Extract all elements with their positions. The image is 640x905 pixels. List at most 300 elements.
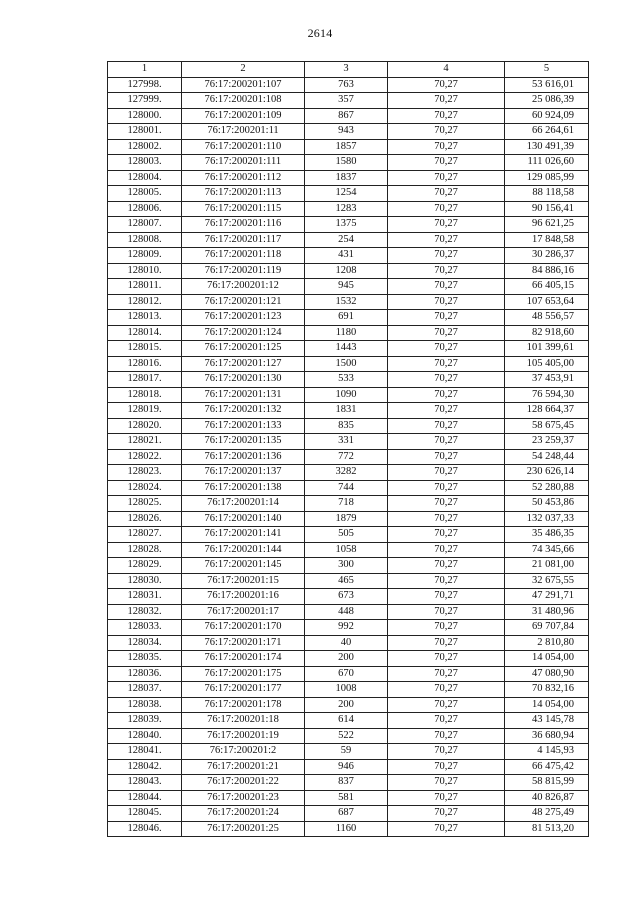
rate-cell: 70,27: [388, 821, 505, 837]
table-row: [108, 310, 589, 326]
table-row: [108, 465, 589, 481]
area-cell: 945: [305, 279, 388, 295]
rate-cell: 70,27: [388, 294, 505, 310]
column-header-4: 4: [388, 62, 505, 78]
row-number-cell: 128031.: [108, 589, 182, 605]
rate-cell: 70,27: [388, 201, 505, 217]
amount-cell: 132 037,33: [505, 511, 589, 527]
table-row: [108, 542, 589, 558]
cadastral-number-cell: 76:17:200201:174: [182, 651, 305, 667]
table-row: [108, 821, 589, 837]
area-cell: 1443: [305, 341, 388, 357]
amount-cell: 60 924,09: [505, 108, 589, 124]
amount-cell: 31 480,96: [505, 604, 589, 620]
row-number-cell: 128045.: [108, 806, 182, 822]
rate-cell: 70,27: [388, 403, 505, 419]
amount-cell: 48 556,57: [505, 310, 589, 326]
row-number-cell: 128028.: [108, 542, 182, 558]
cadastral-number-cell: 76:17:200201:22: [182, 775, 305, 791]
amount-cell: 30 286,37: [505, 248, 589, 264]
amount-cell: 66 264,61: [505, 124, 589, 140]
amount-cell: 88 118,58: [505, 186, 589, 202]
row-number-cell: 128005.: [108, 186, 182, 202]
column-header-3: 3: [305, 62, 388, 78]
area-cell: 718: [305, 496, 388, 512]
row-number-cell: 128010.: [108, 263, 182, 279]
area-cell: 867: [305, 108, 388, 124]
table-row: [108, 651, 589, 667]
cadastral-number-cell: 76:17:200201:12: [182, 279, 305, 295]
rate-cell: 70,27: [388, 542, 505, 558]
amount-cell: 53 616,01: [505, 77, 589, 93]
amount-cell: 107 653,64: [505, 294, 589, 310]
table-row: [108, 170, 589, 186]
table-row: [108, 186, 589, 202]
amount-cell: 84 886,16: [505, 263, 589, 279]
cadastral-number-cell: 76:17:200201:107: [182, 77, 305, 93]
column-header-1: 1: [108, 62, 182, 78]
amount-cell: 14 054,00: [505, 651, 589, 667]
row-number-cell: 128011.: [108, 279, 182, 295]
rate-cell: 70,27: [388, 155, 505, 171]
rate-cell: 70,27: [388, 341, 505, 357]
rate-cell: 70,27: [388, 279, 505, 295]
amount-cell: 70 832,16: [505, 682, 589, 698]
amount-cell: 82 918,60: [505, 325, 589, 341]
header-row: [108, 62, 589, 78]
amount-cell: 58 815,99: [505, 775, 589, 791]
cadastral-number-cell: 76:17:200201:14: [182, 496, 305, 512]
area-cell: 3282: [305, 465, 388, 481]
amount-cell: 230 626,14: [505, 465, 589, 481]
cadastral-number-cell: 76:17:200201:121: [182, 294, 305, 310]
area-cell: 1090: [305, 387, 388, 403]
row-number-cell: 128012.: [108, 294, 182, 310]
cadastral-number-cell: 76:17:200201:109: [182, 108, 305, 124]
table-row: [108, 790, 589, 806]
cadastral-number-cell: 76:17:200201:119: [182, 263, 305, 279]
area-cell: 1008: [305, 682, 388, 698]
area-cell: 1208: [305, 263, 388, 279]
table-row: [108, 387, 589, 403]
cadastral-number-cell: 76:17:200201:115: [182, 201, 305, 217]
row-number-cell: 128040.: [108, 728, 182, 744]
rate-cell: 70,27: [388, 806, 505, 822]
row-number-cell: 128007.: [108, 217, 182, 233]
area-cell: 522: [305, 728, 388, 744]
cadastral-number-cell: 76:17:200201:116: [182, 217, 305, 233]
amount-cell: 96 621,25: [505, 217, 589, 233]
cadastral-number-cell: 76:17:200201:177: [182, 682, 305, 698]
row-number-cell: 128003.: [108, 155, 182, 171]
table-row: [108, 217, 589, 233]
row-number-cell: 128008.: [108, 232, 182, 248]
cadastral-number-cell: 76:17:200201:24: [182, 806, 305, 822]
cadastral-number-cell: 76:17:200201:130: [182, 372, 305, 388]
cadastral-number-cell: 76:17:200201:110: [182, 139, 305, 155]
table-row: [108, 697, 589, 713]
table-row: [108, 728, 589, 744]
table-row: [108, 325, 589, 341]
rate-cell: 70,27: [388, 93, 505, 109]
area-cell: 1254: [305, 186, 388, 202]
amount-cell: 76 594,30: [505, 387, 589, 403]
row-number-cell: 128004.: [108, 170, 182, 186]
table-row: [108, 139, 589, 155]
rate-cell: 70,27: [388, 465, 505, 481]
amount-cell: 52 280,88: [505, 480, 589, 496]
row-number-cell: 128046.: [108, 821, 182, 837]
area-cell: 581: [305, 790, 388, 806]
area-cell: 691: [305, 310, 388, 326]
table-row: [108, 775, 589, 791]
rate-cell: 70,27: [388, 124, 505, 140]
table-row: [108, 496, 589, 512]
amount-cell: 21 081,00: [505, 558, 589, 574]
rate-cell: 70,27: [388, 108, 505, 124]
rate-cell: 70,27: [388, 527, 505, 543]
amount-cell: 50 453,86: [505, 496, 589, 512]
area-cell: 837: [305, 775, 388, 791]
rate-cell: 70,27: [388, 790, 505, 806]
cadastral-number-cell: 76:17:200201:170: [182, 620, 305, 636]
rate-cell: 70,27: [388, 356, 505, 372]
amount-cell: 2 810,80: [505, 635, 589, 651]
amount-cell: 58 675,45: [505, 418, 589, 434]
area-cell: 835: [305, 418, 388, 434]
rate-cell: 70,27: [388, 744, 505, 760]
area-cell: 1500: [305, 356, 388, 372]
row-number-cell: 127998.: [108, 77, 182, 93]
amount-cell: 17 848,58: [505, 232, 589, 248]
rate-cell: 70,27: [388, 372, 505, 388]
area-cell: 505: [305, 527, 388, 543]
row-number-cell: 128023.: [108, 465, 182, 481]
rate-cell: 70,27: [388, 589, 505, 605]
row-number-cell: 128021.: [108, 434, 182, 450]
rate-cell: 70,27: [388, 217, 505, 233]
cadastral-number-cell: 76:17:200201:15: [182, 573, 305, 589]
table-row: [108, 108, 589, 124]
row-number-cell: 128027.: [108, 527, 182, 543]
table-row: [108, 418, 589, 434]
row-number-cell: 128026.: [108, 511, 182, 527]
rate-cell: 70,27: [388, 604, 505, 620]
cadastral-number-cell: 76:17:200201:138: [182, 480, 305, 496]
rate-cell: 70,27: [388, 186, 505, 202]
table-row: [108, 635, 589, 651]
cadastral-number-cell: 76:17:200201:25: [182, 821, 305, 837]
row-number-cell: 128017.: [108, 372, 182, 388]
amount-cell: 48 275,49: [505, 806, 589, 822]
table-row: [108, 201, 589, 217]
table-row: [108, 744, 589, 760]
rate-cell: 70,27: [388, 573, 505, 589]
cadastral-number-cell: 76:17:200201:135: [182, 434, 305, 450]
row-number-cell: 128024.: [108, 480, 182, 496]
area-cell: 1283: [305, 201, 388, 217]
rate-cell: 70,27: [388, 728, 505, 744]
cadastral-number-cell: 76:17:200201:111: [182, 155, 305, 171]
rate-cell: 70,27: [388, 449, 505, 465]
amount-cell: 35 486,35: [505, 527, 589, 543]
cadastral-number-cell: 76:17:200201:108: [182, 93, 305, 109]
row-number-cell: 128038.: [108, 697, 182, 713]
rate-cell: 70,27: [388, 666, 505, 682]
area-cell: 1857: [305, 139, 388, 155]
table-row: [108, 604, 589, 620]
cadastral-number-cell: 76:17:200201:2: [182, 744, 305, 760]
area-cell: 1058: [305, 542, 388, 558]
row-number-cell: 128014.: [108, 325, 182, 341]
table-header: [108, 62, 589, 78]
row-number-cell: 128039.: [108, 713, 182, 729]
rate-cell: 70,27: [388, 77, 505, 93]
amount-cell: 37 453,91: [505, 372, 589, 388]
row-number-cell: 128030.: [108, 573, 182, 589]
cadastral-number-cell: 76:17:200201:178: [182, 697, 305, 713]
rate-cell: 70,27: [388, 263, 505, 279]
rate-cell: 70,27: [388, 232, 505, 248]
table-row: [108, 248, 589, 264]
table-row: [108, 573, 589, 589]
table-row: [108, 77, 589, 93]
amount-cell: 81 513,20: [505, 821, 589, 837]
row-number-cell: 128029.: [108, 558, 182, 574]
cadastral-number-cell: 76:17:200201:11: [182, 124, 305, 140]
table-row: [108, 155, 589, 171]
rate-cell: 70,27: [388, 325, 505, 341]
cadastral-number-cell: 76:17:200201:132: [182, 403, 305, 419]
area-cell: 1879: [305, 511, 388, 527]
table-row: [108, 449, 589, 465]
area-cell: 40: [305, 635, 388, 651]
row-number-cell: 128035.: [108, 651, 182, 667]
table-row: [108, 713, 589, 729]
table-row: [108, 341, 589, 357]
amount-cell: 25 086,39: [505, 93, 589, 109]
table-row: [108, 356, 589, 372]
area-cell: 465: [305, 573, 388, 589]
area-cell: 1831: [305, 403, 388, 419]
row-number-cell: 128025.: [108, 496, 182, 512]
amount-cell: 69 707,84: [505, 620, 589, 636]
rate-cell: 70,27: [388, 170, 505, 186]
amount-cell: 32 675,55: [505, 573, 589, 589]
area-cell: 1837: [305, 170, 388, 186]
area-cell: 1160: [305, 821, 388, 837]
row-number-cell: 128042.: [108, 759, 182, 775]
amount-cell: 43 145,78: [505, 713, 589, 729]
amount-cell: 47 080,90: [505, 666, 589, 682]
area-cell: 1180: [305, 325, 388, 341]
amount-cell: 128 664,37: [505, 403, 589, 419]
area-cell: 431: [305, 248, 388, 264]
row-number-cell: 128018.: [108, 387, 182, 403]
row-number-cell: 128022.: [108, 449, 182, 465]
amount-cell: 111 026,60: [505, 155, 589, 171]
rate-cell: 70,27: [388, 139, 505, 155]
amount-cell: 54 248,44: [505, 449, 589, 465]
area-cell: 772: [305, 449, 388, 465]
cadastral-number-cell: 76:17:200201:144: [182, 542, 305, 558]
table-row: [108, 527, 589, 543]
table-row: [108, 682, 589, 698]
amount-cell: 130 491,39: [505, 139, 589, 155]
amount-cell: 66 475,42: [505, 759, 589, 775]
row-number-cell: 127999.: [108, 93, 182, 109]
amount-cell: 47 291,71: [505, 589, 589, 605]
area-cell: 670: [305, 666, 388, 682]
rate-cell: 70,27: [388, 496, 505, 512]
rate-cell: 70,27: [388, 387, 505, 403]
area-cell: 744: [305, 480, 388, 496]
table-row: [108, 806, 589, 822]
table-row: [108, 434, 589, 450]
area-cell: 673: [305, 589, 388, 605]
cadastral-number-cell: 76:17:200201:125: [182, 341, 305, 357]
cadastral-number-cell: 76:17:200201:131: [182, 387, 305, 403]
data-table: [107, 61, 589, 837]
rate-cell: 70,27: [388, 651, 505, 667]
table-row: [108, 511, 589, 527]
rate-cell: 70,27: [388, 635, 505, 651]
cadastral-number-cell: 76:17:200201:137: [182, 465, 305, 481]
area-cell: 687: [305, 806, 388, 822]
area-cell: 1532: [305, 294, 388, 310]
rate-cell: 70,27: [388, 620, 505, 636]
table-row: [108, 558, 589, 574]
table-row: [108, 263, 589, 279]
row-number-cell: 128001.: [108, 124, 182, 140]
cadastral-number-cell: 76:17:200201:145: [182, 558, 305, 574]
area-cell: 1580: [305, 155, 388, 171]
area-cell: 300: [305, 558, 388, 574]
cadastral-number-cell: 76:17:200201:112: [182, 170, 305, 186]
rate-cell: 70,27: [388, 558, 505, 574]
row-number-cell: 128032.: [108, 604, 182, 620]
table-row: [108, 480, 589, 496]
cadastral-number-cell: 76:17:200201:19: [182, 728, 305, 744]
row-number-cell: 128044.: [108, 790, 182, 806]
row-number-cell: 128037.: [108, 682, 182, 698]
rate-cell: 70,27: [388, 418, 505, 434]
amount-cell: 66 405,15: [505, 279, 589, 295]
area-cell: 614: [305, 713, 388, 729]
table-row: [108, 372, 589, 388]
area-cell: 943: [305, 124, 388, 140]
row-number-cell: 128036.: [108, 666, 182, 682]
cadastral-number-cell: 76:17:200201:124: [182, 325, 305, 341]
amount-cell: 105 405,00: [505, 356, 589, 372]
cadastral-number-cell: 76:17:200201:175: [182, 666, 305, 682]
amount-cell: 101 399,61: [505, 341, 589, 357]
rate-cell: 70,27: [388, 248, 505, 264]
rate-cell: 70,27: [388, 697, 505, 713]
row-number-cell: 128006.: [108, 201, 182, 217]
table-row: [108, 232, 589, 248]
area-cell: 1375: [305, 217, 388, 233]
table-row: [108, 589, 589, 605]
row-number-cell: 128015.: [108, 341, 182, 357]
row-number-cell: 128019.: [108, 403, 182, 419]
area-cell: 59: [305, 744, 388, 760]
amount-cell: 4 145,93: [505, 744, 589, 760]
rate-cell: 70,27: [388, 434, 505, 450]
page-number: 2614: [307, 26, 333, 40]
row-number-cell: 128020.: [108, 418, 182, 434]
area-cell: 331: [305, 434, 388, 450]
cadastral-number-cell: 76:17:200201:141: [182, 527, 305, 543]
column-header-5: 5: [505, 62, 589, 78]
table-row: [108, 93, 589, 109]
cadastral-number-cell: 76:17:200201:136: [182, 449, 305, 465]
cadastral-number-cell: 76:17:200201:16: [182, 589, 305, 605]
table-row: [108, 666, 589, 682]
cadastral-number-cell: 76:17:200201:18: [182, 713, 305, 729]
row-number-cell: 128002.: [108, 139, 182, 155]
table-row: [108, 620, 589, 636]
area-cell: 448: [305, 604, 388, 620]
amount-cell: 14 054,00: [505, 697, 589, 713]
row-number-cell: 128033.: [108, 620, 182, 636]
cadastral-number-cell: 76:17:200201:17: [182, 604, 305, 620]
rate-cell: 70,27: [388, 682, 505, 698]
rate-cell: 70,27: [388, 511, 505, 527]
rate-cell: 70,27: [388, 713, 505, 729]
cadastral-number-cell: 76:17:200201:117: [182, 232, 305, 248]
area-cell: 533: [305, 372, 388, 388]
area-cell: 200: [305, 697, 388, 713]
row-number-cell: 128041.: [108, 744, 182, 760]
cadastral-number-cell: 76:17:200201:23: [182, 790, 305, 806]
cadastral-number-cell: 76:17:200201:140: [182, 511, 305, 527]
table-row: [108, 759, 589, 775]
table-row: [108, 279, 589, 295]
area-cell: 200: [305, 651, 388, 667]
table-row: [108, 124, 589, 140]
amount-cell: 36 680,94: [505, 728, 589, 744]
cadastral-number-cell: 76:17:200201:133: [182, 418, 305, 434]
area-cell: 357: [305, 93, 388, 109]
row-number-cell: 128043.: [108, 775, 182, 791]
amount-cell: 40 826,87: [505, 790, 589, 806]
column-header-2: 2: [182, 62, 305, 78]
row-number-cell: 128000.: [108, 108, 182, 124]
cadastral-number-cell: 76:17:200201:118: [182, 248, 305, 264]
cadastral-number-cell: 76:17:200201:113: [182, 186, 305, 202]
row-number-cell: 128016.: [108, 356, 182, 372]
area-cell: 992: [305, 620, 388, 636]
row-number-cell: 128009.: [108, 248, 182, 264]
cadastral-number-cell: 76:17:200201:21: [182, 759, 305, 775]
cadastral-number-cell: 76:17:200201:123: [182, 310, 305, 326]
amount-cell: 129 085,99: [505, 170, 589, 186]
table-row: [108, 403, 589, 419]
amount-cell: 90 156,41: [505, 201, 589, 217]
amount-cell: 74 345,66: [505, 542, 589, 558]
row-number-cell: 128013.: [108, 310, 182, 326]
rate-cell: 70,27: [388, 480, 505, 496]
rate-cell: 70,27: [388, 310, 505, 326]
table-body: [108, 77, 589, 837]
cadastral-number-cell: 76:17:200201:171: [182, 635, 305, 651]
cadastral-number-cell: 76:17:200201:127: [182, 356, 305, 372]
rate-cell: 70,27: [388, 759, 505, 775]
area-cell: 763: [305, 77, 388, 93]
area-cell: 946: [305, 759, 388, 775]
row-number-cell: 128034.: [108, 635, 182, 651]
